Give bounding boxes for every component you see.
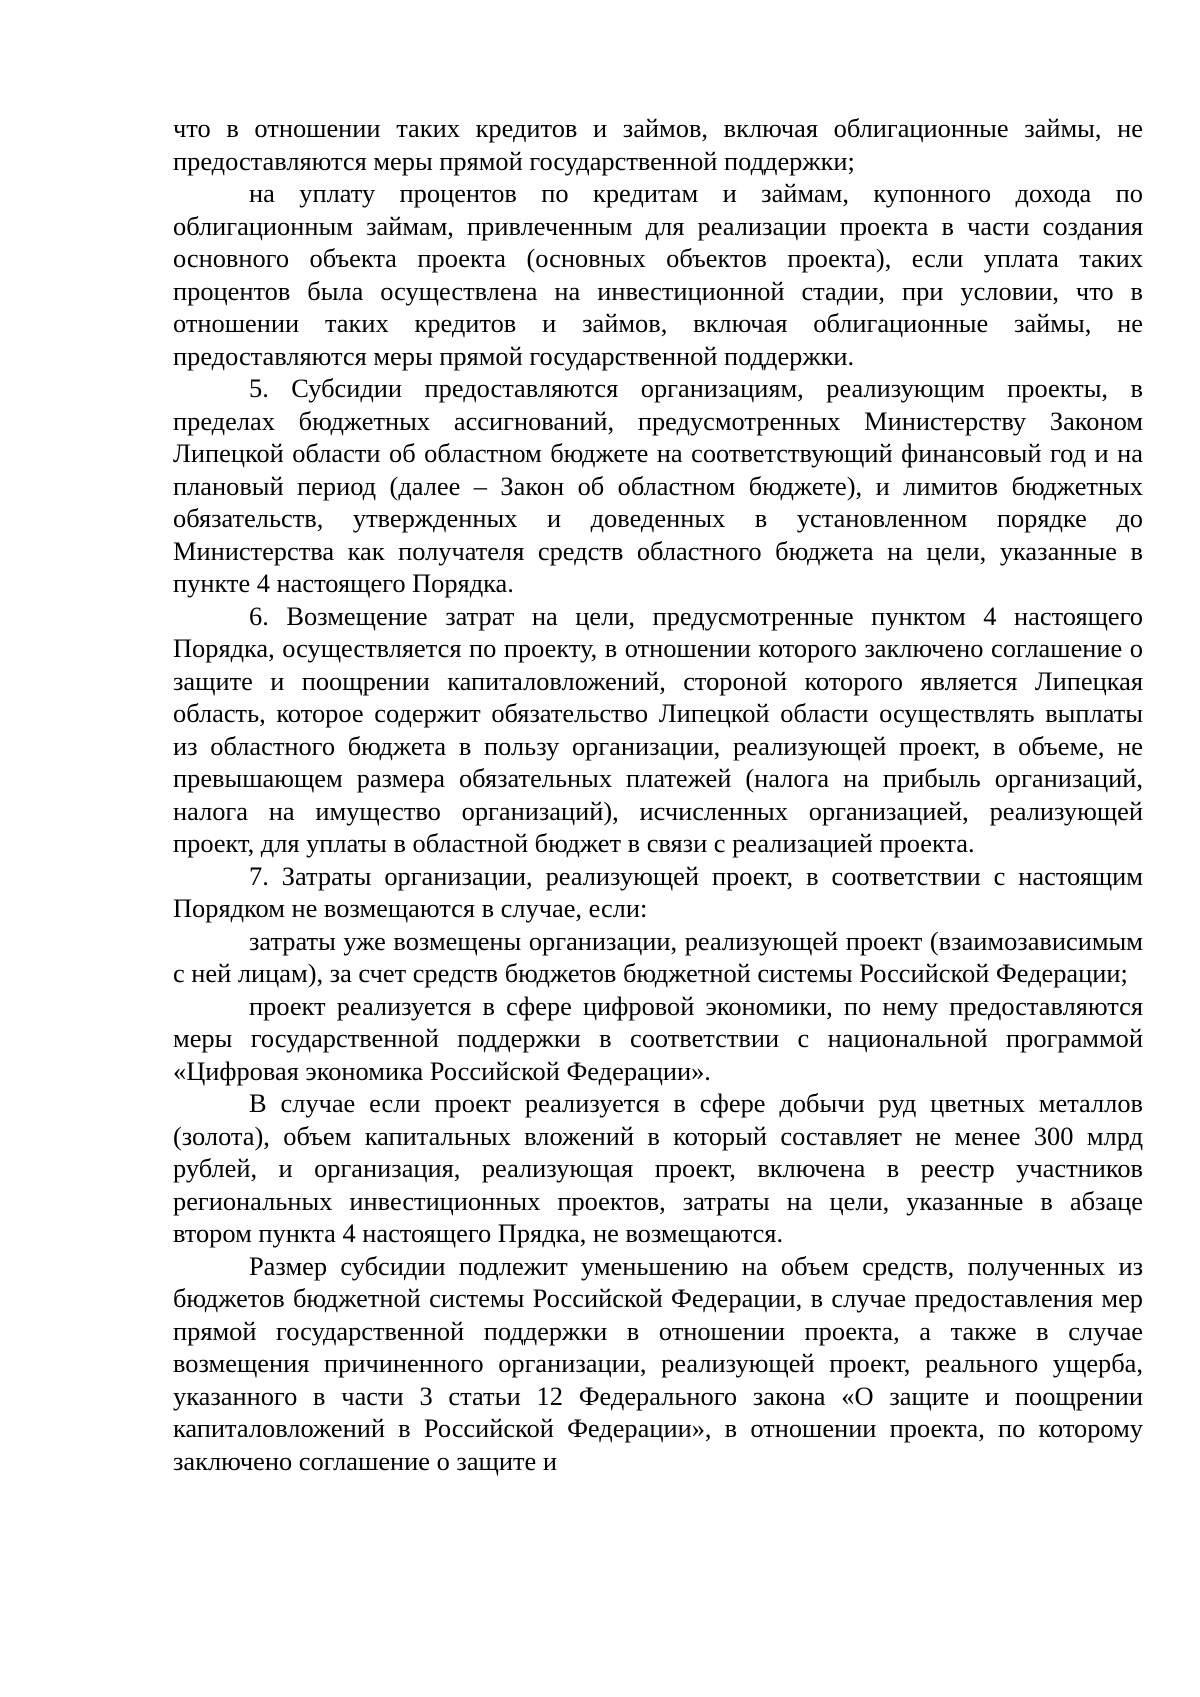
paragraph-costs-reimbursed: затраты уже возмещены организации, реализующей проект (взаимозависимым с ней лицам), за счет средств бюджетов бюджетной системы Российской Федерации; xyxy=(173,925,1143,988)
paragraph-item-6: 6. Возмещение затрат на цели, предусмотренные пунктом 4 настоящего Порядка, осуществляется по проекту, в отношении которого заключено соглашение о защите и поощрении капиталовложений, стороной которого является Липецкая область, которое содержит обязательство Липецкой области осуществлять выплаты из областного бюджета в пользу организации, реализующей проект, в объеме, не превышающем размера обязательных платежей (налога на прибыль организаций, налога на имущество организаций), исчисленных организацией, реализующей проект, для уплаты в областной бюджет в связи с реализацией проекта. xyxy=(173,600,1143,858)
paragraph-digital-economy: проект реализуется в сфере цифровой экономики, по нему предоставляются меры государственной поддержки в соответствии с национальной программой «Цифровая экономика Российской Федерации». xyxy=(173,990,1143,1086)
document-page xyxy=(173,112,1143,1477)
paragraph-non-ferrous-metals: В случае если проект реализуется в сфере добычи руд цветных металлов (золота), объем капитальных вложений в который составляет не менее 300 млрд рублей, и организация, реализующая проект, включена в реестр участников региональных инвестиционных проектов, затраты на цели, указанные в абзаце втором пункта 4 настоящего Прядка, не возмещаются. xyxy=(173,1088,1143,1248)
paragraph-item-5: 5. Субсидии предоставляются организациям, реализующим проекты, в пределах бюджетных ассигнований, предусмотренных Министерству Законом Липецкой области об областном бюджете на соответствующий финансовый год и на плановый период (далее – Закон об областном бюджете), и лимитов бюджетных обязательств, утвержденных и доведенных в установленном порядке до Министерства как получателя средств областного бюджета на цели, указанные в пункте 4 настоящего Порядка. xyxy=(173,373,1143,598)
paragraph-subsidy-reduction: Размер субсидии подлежит уменьшению на объем средств, полученных из бюджетов бюджетной системы Российской Федерации, в случае предоставления мер прямой государственной поддержки в отношении проекта, а также в случае возмещения причиненного организации, реализующей проект, реального ущерба, указанного в части 3 статьи 12 Федерального закона «О защите и поощрении капиталовложений в Российской Федерации», в отношении проекта, по которому заключено соглашение о защите и xyxy=(173,1250,1143,1476)
paragraph-interest-payments: на уплату процентов по кредитам и займам, купонного дохода по облигационным займам, привлеченным для реализации проекта в части создания основного объекта проекта (основных объектов проекта), если уплата таких процентов была осуществлена на инвестиционной стадии, при условии, что в отношении таких кредитов и займов, включая облигационные займы, не предоставляются меры прямой государственной поддержки. xyxy=(173,178,1143,371)
paragraph-continuation: что в отношении таких кредитов и займов, включая облигационные займы, не предоставляются меры прямой государственной поддержки; xyxy=(173,113,1143,176)
paragraph-item-7: 7. Затраты организации, реализующей проект, в соответствии с настоящим Порядком не возмещаются в случае, если: xyxy=(173,860,1143,923)
